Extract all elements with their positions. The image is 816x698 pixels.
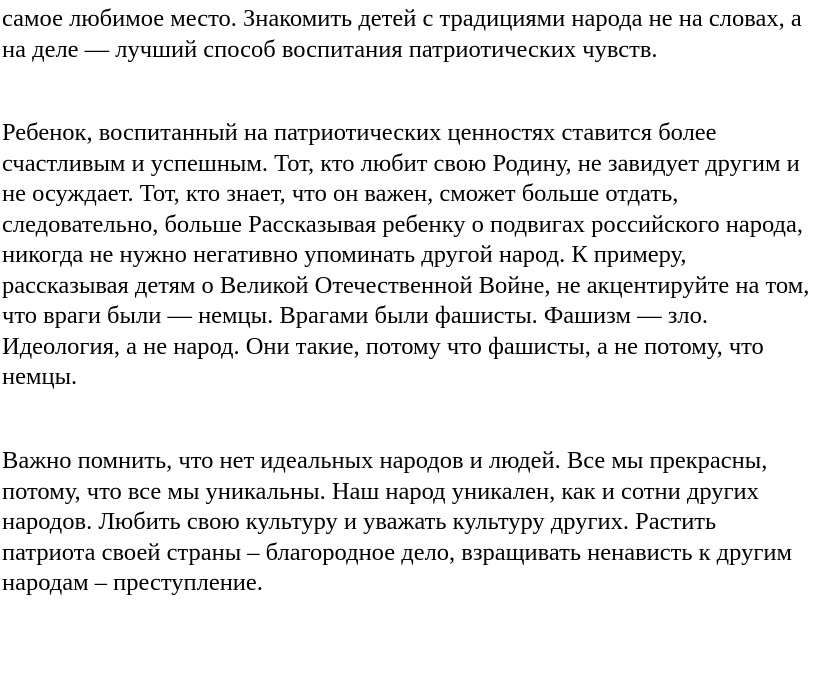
paragraph-no-ideal-peoples: Важно помнить, что нет идеальных народов и людей. Все мы прекрасны, потому, что все мы уникальны. Наш народ уникален, как и сотни других народов. Любить свою культуру и уважать культуру других. Растить патриота своей страны – благородное дело, взращивать ненависть к другим народам – преступление.	[2, 447, 792, 596]
paragraph-traditions: самое любимое место. Знакомить детей с традициями народа не на словах, а на деле — лучший способ воспитания патриотических чувств.	[2, 5, 802, 63]
paragraph-patriotic-values: Ребенок, воспитанный на патриотических ценностях ставится более счастливым и успешным. Тот, кто любит свою Родину, не завидует другим и не осуждает. Тот, кто знает, что он важен, сможет больше отдать, следовательно, больше Рассказывая ребенку о подвигах российского народа, никогда не нужно негативно упоминать другой народ. К примеру, рассказывая детям о Великой Отечественной Войне, не акцентируйте на том, что враги были — немцы. Врагами были фашисты. Фашизм — зло. Идеология, а не народ. Они такие, потому что фашисты, а не потому, что немцы.	[2, 119, 810, 390]
